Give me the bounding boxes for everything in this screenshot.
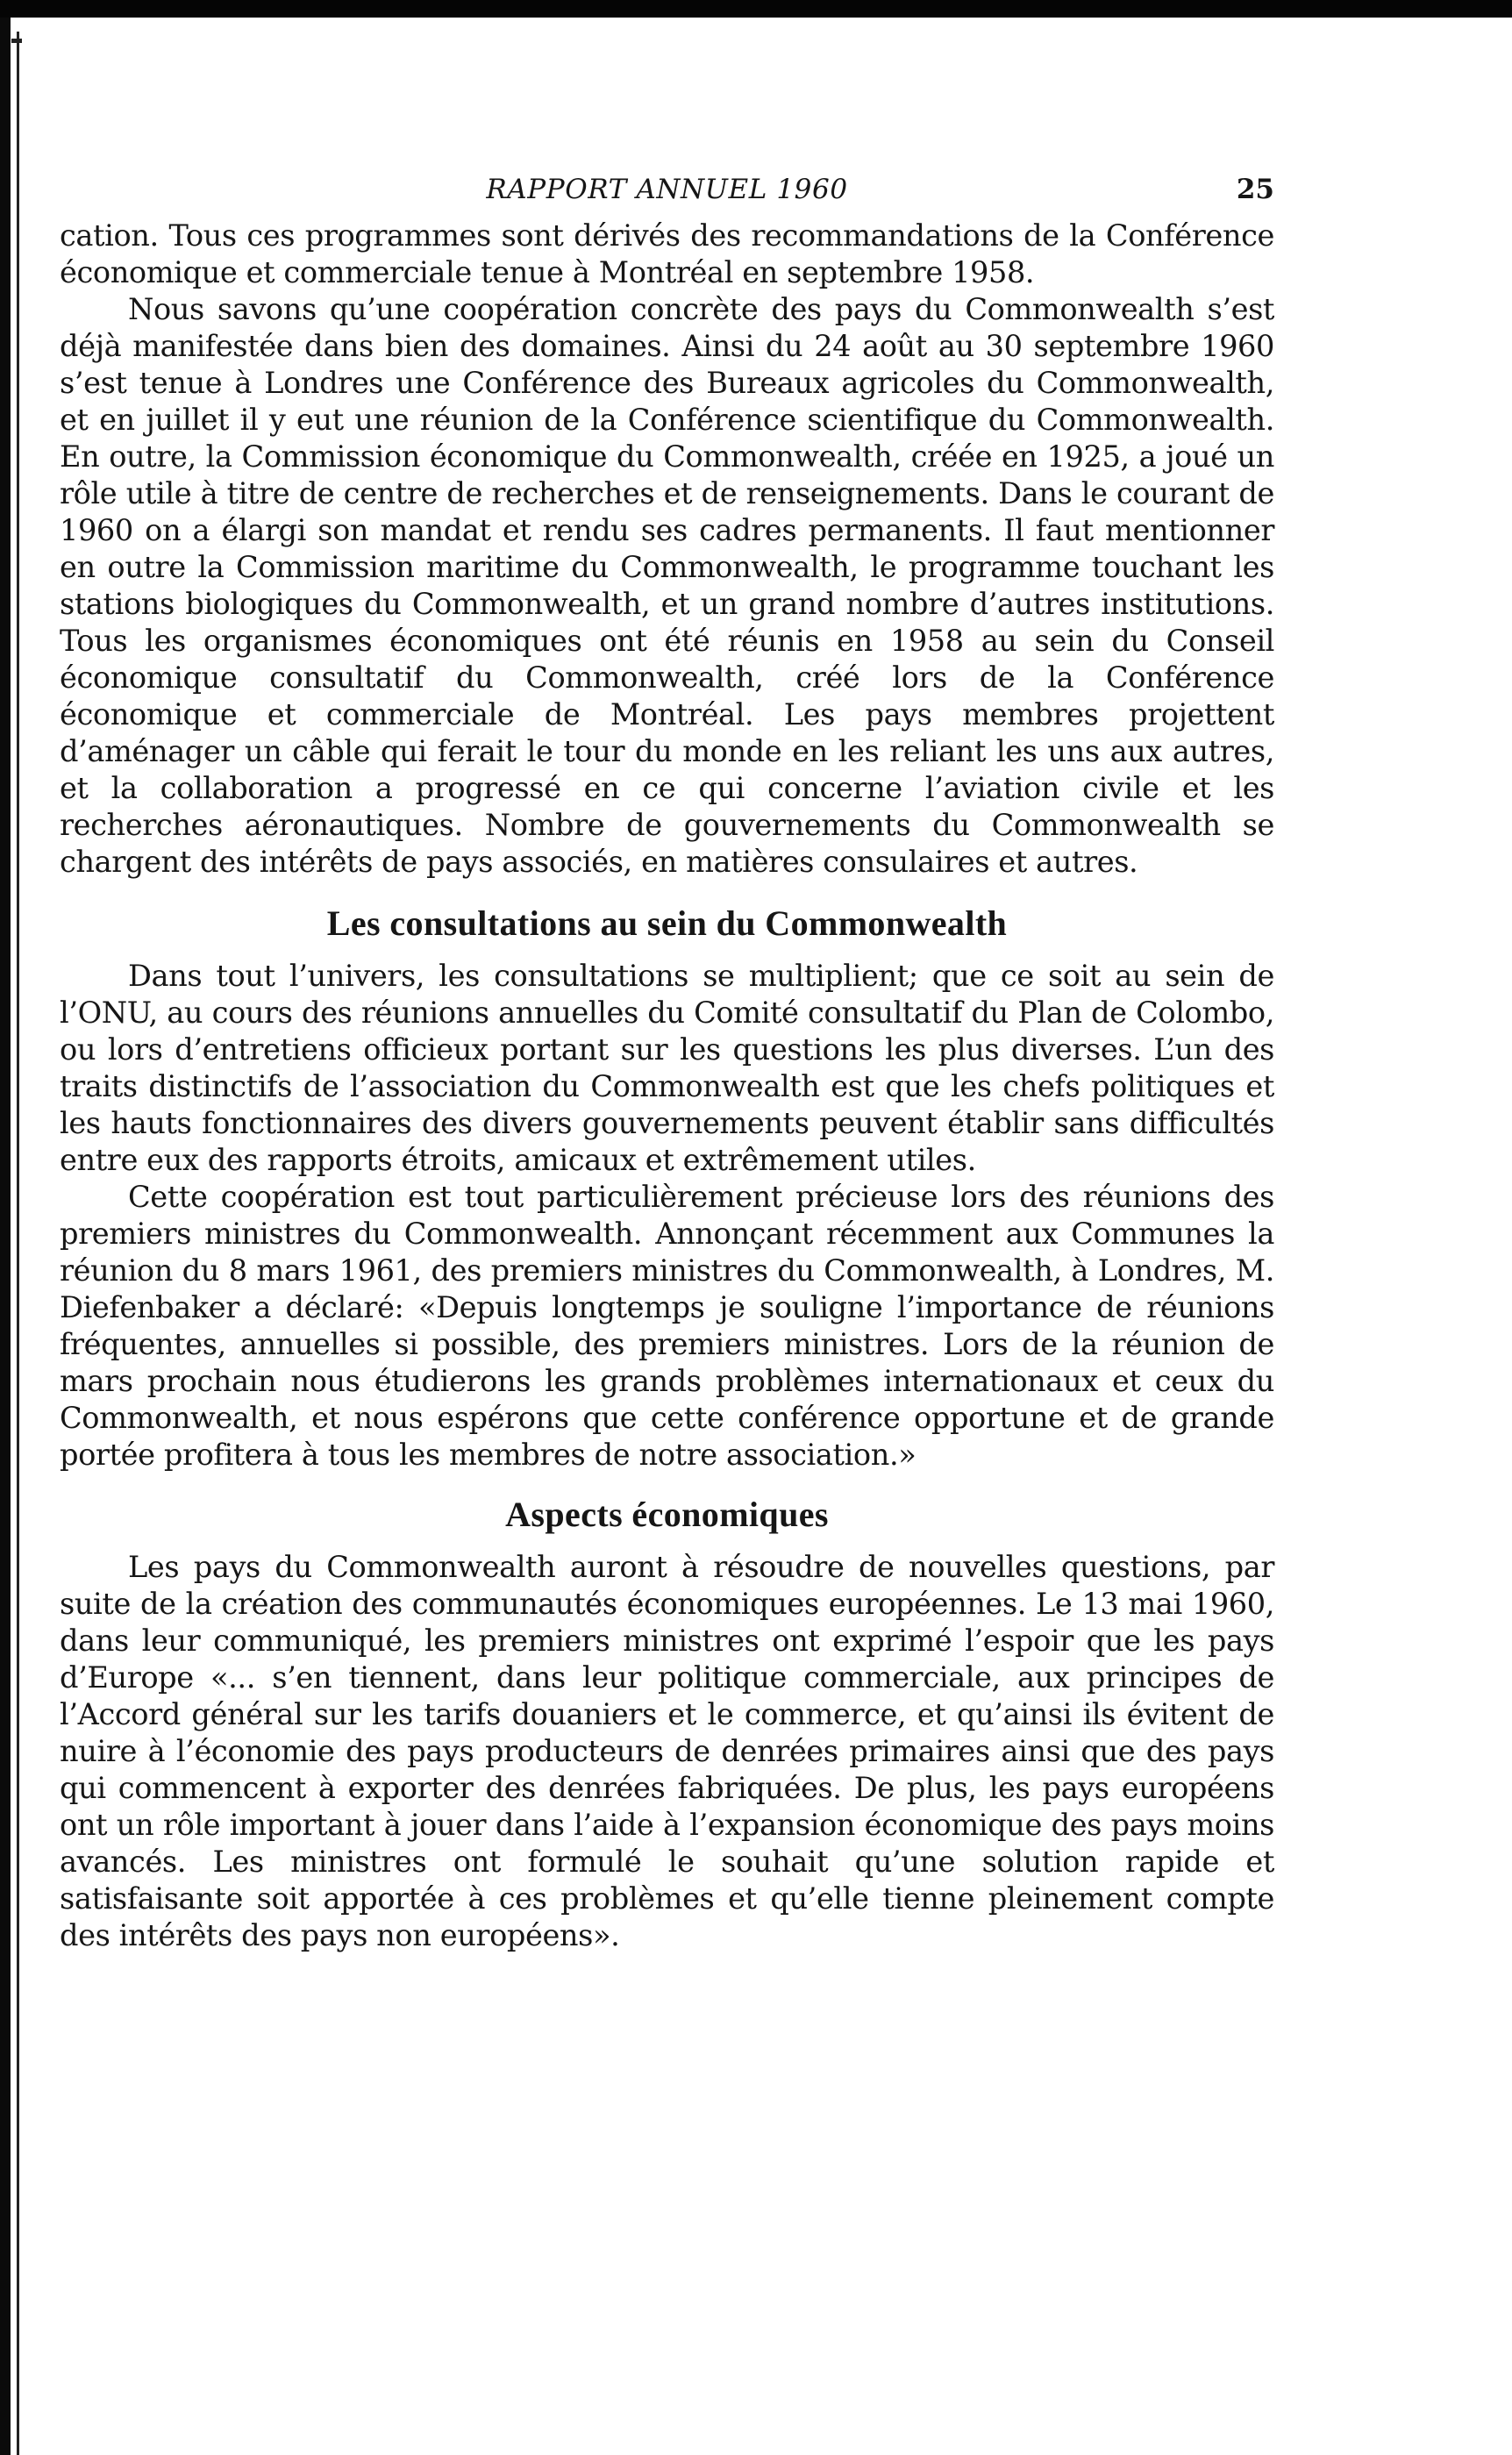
section-heading: Aspects économiques: [505, 1495, 829, 1534]
scan-top-border: [0, 0, 1512, 18]
body-text: [60, 218, 1274, 1954]
section-continuation: [60, 218, 1274, 881]
section-consultations: [60, 905, 1274, 1474]
paragraph: Les pays du Commonwealth auront à résoudre de nouvelles questions, par suite de la création des communautés économiques européennes. Le 13 mai 1960, dans leur communiqué, les premiers ministres ont exprimé l’espoir que les pays d’Europe «... s’en tiennent, dans leur politique commerciale, aux principes de l’Accord général sur les tarifs douaniers et le commerce, et qu’ainsi ils évitent de nuire à l’économie des pays producteurs de denrées primaires ainsi que des pays qui commencent à exporter des denrées fabriquées. De plus, les pays européens ont un rôle important à jouer dans l’aide à l’expansion économique des pays moins avancés. Les ministres ont formulé le souhait qu’une solution rapide et satisfaisante soit apportée à ces problèmes et qu’elle tienne pleinement compte des intérêts des pays non européens».: [60, 1550, 1274, 1952]
paragraph: Nous savons qu’une coopération concrète des pays du Commonwealth s’est déjà manifestée dans bien des domaines. Ainsi du 24 août au 30 septembre 1960 s’est tenue à Londres une Conférence des Bureaux agricoles du Commonwealth, et en juillet il y eut une réunion de la Conférence scientifique du Commonwealth. En outre, la Commission économique du Commonwealth, créée en 1925, a joué un rôle utile à titre de centre de recherches et de renseignements. Dans le courant de 1960 on a élargi son mandat et rendu ses cadres permanents. Il faut mentionner en outre la Commission maritime du Commonwealth, le programme touchant les stations biologiques du Commonwealth, et un grand nombre d’autres institutions. Tous les organismes économiques ont été réunis en 1958 au sein du Conseil économique consultatif du Commonwealth, créé lors de la Conférence économique et commerciale de Montréal. Les pays membres projettent d’aménager un câble qui ferait le tour du monde en les reliant les uns aux autres, et la collaboration a progressé en ce qui concerne l’aviation civile et les recherches aéronautiques. Nombre de gouvernements du Commonwealth se chargent des intérêts de pays associés, en matières consulaires et autres.: [60, 292, 1274, 879]
scan-left-border: [0, 18, 11, 2455]
scan-margin-line: [17, 32, 19, 2455]
section-aspects-economiques: [60, 1496, 1274, 1954]
document-page: [60, 174, 1274, 1954]
paragraph: cation. Tous ces programmes sont dérivés des recommandations de la Conférence économique et commerciale tenue à Montréal en septembre 1958.: [60, 218, 1274, 289]
page-number: 25: [1236, 174, 1274, 205]
scan-margin-tick: [11, 39, 22, 43]
paragraph: Dans tout l’univers, les consultations se multiplient; que ce soit au sein de l’ONU, au cours des réunions annuelles du Comité consultatif du Plan de Colombo, ou lors d’entretiens officieux portant sur les questions les plus diverses. L’un des traits distinctifs de l’association du Commonwealth est que les chefs politiques et les hauts fonctionnaires des divers gouvernements peuvent établir sans difficultés entre eux des rapports étroits, amicaux et extrêmement utiles.: [60, 959, 1274, 1177]
running-title: RAPPORT ANNUEL 1960: [486, 174, 848, 205]
section-heading: Les consultations au sein du Commonwealth: [326, 903, 1008, 943]
paragraph: Cette coopération est tout particulièrement précieuse lors des réunions des premiers ministres du Commonwealth. Annonçant récemment aux Communes la réunion du 8 mars 1961, des premiers ministres du Commonwealth, à Londres, M. Diefenbaker a déclaré: «Depuis longtemps je souligne l’importance de réunions fréquentes, annuelles si possible, des premiers ministres. Lors de la réunion de mars prochain nous étudierons les grands problèmes internationaux et ceux du Commonwealth, et nous espérons que cette conférence opportune et de grande portée profitera à tous les membres de notre association.»: [60, 1180, 1274, 1472]
running-head: [60, 174, 1274, 218]
